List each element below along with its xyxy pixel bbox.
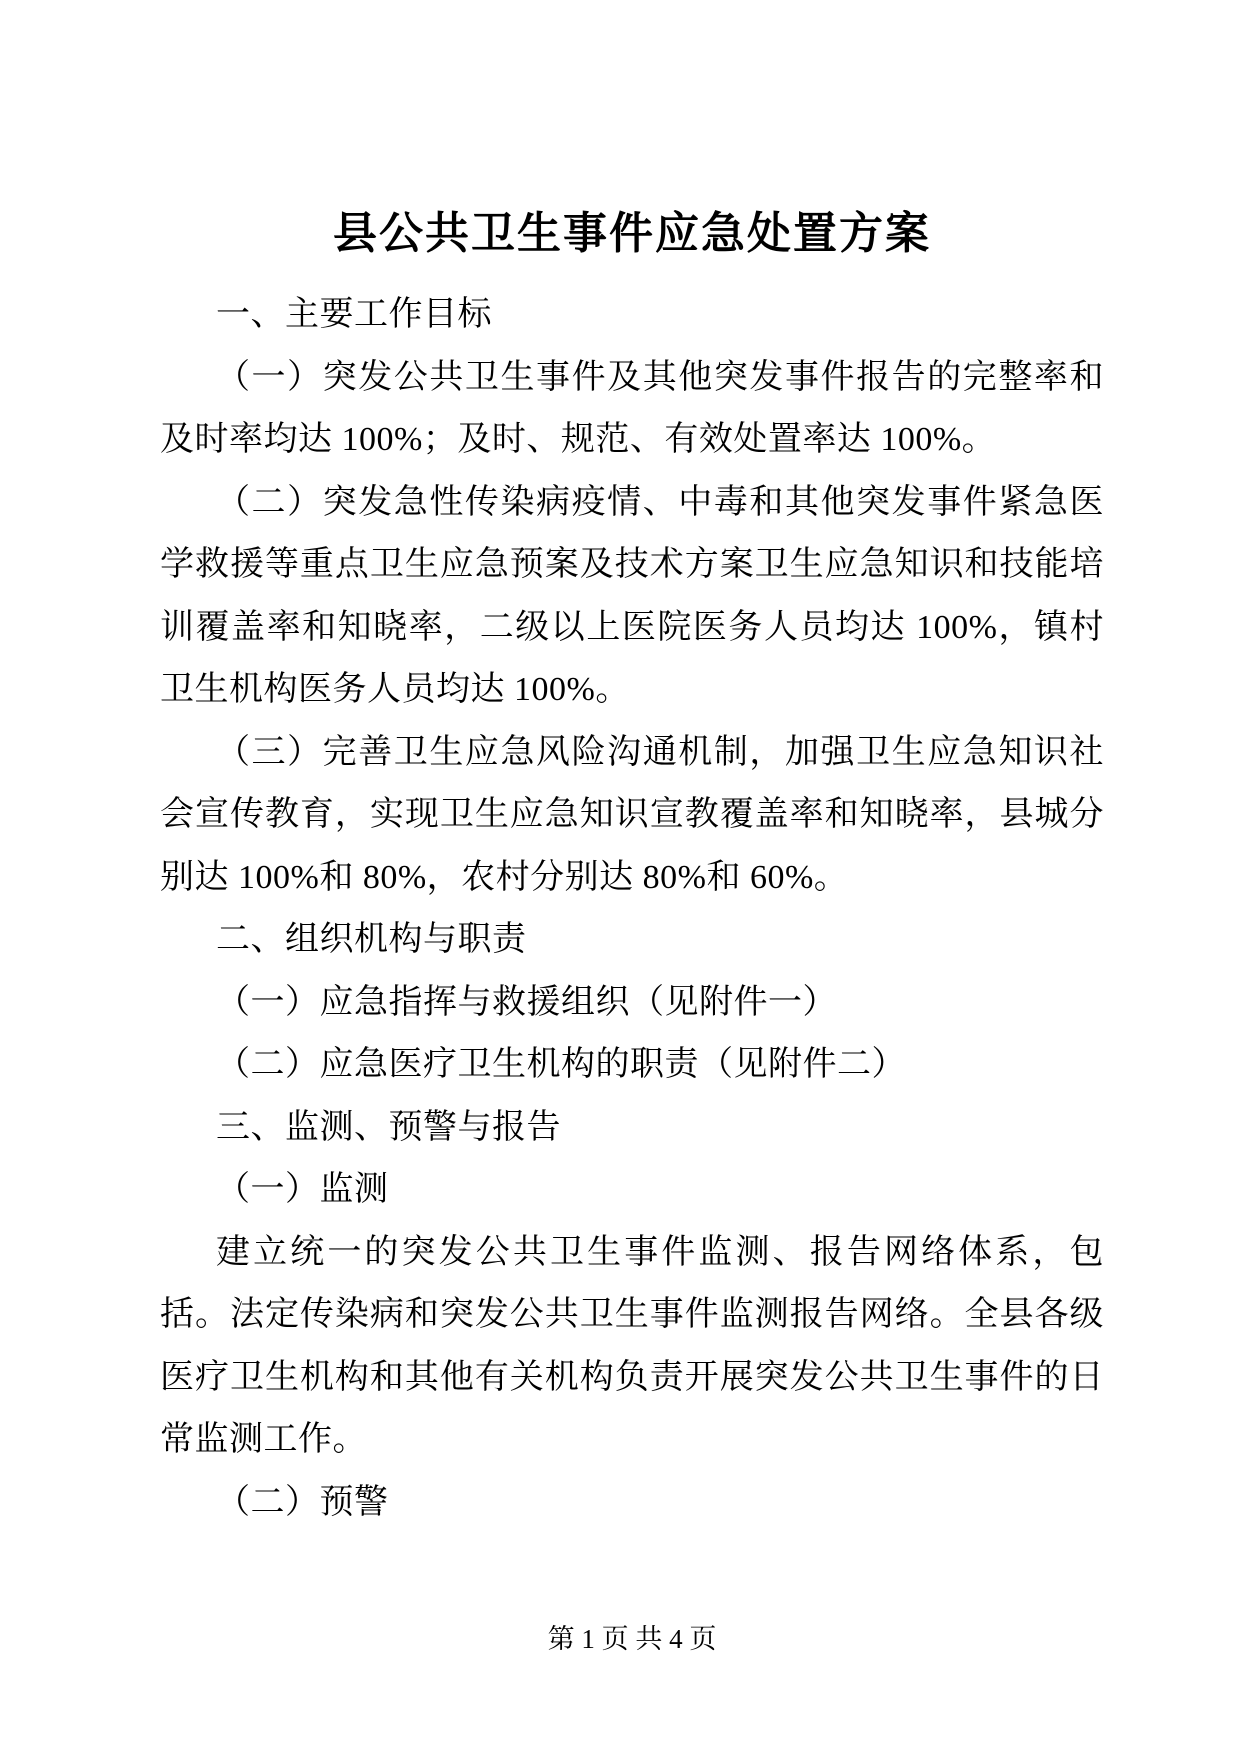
- subheading-monitoring: （一）监测: [216, 1171, 389, 1208]
- paragraph-goal-2: （二）突发急性传染病疫情、中毒和其他突发事件紧急医学救援等重点卫生应急预案及技术方案卫生应急知识和技能培训覆盖率和知晓率，二级以上医院医务人员均达 100%，镇村卫生机构医务人员均达 100%。: [160, 483, 1104, 708]
- heading-section-1: 一、主要工作目标: [216, 296, 492, 333]
- paragraph-org-1: （一）应急指挥与救援组织（见附件一）: [216, 983, 837, 1021]
- heading-section-3: 三、监测、预警与报告: [216, 1108, 561, 1146]
- page-number-footer: 第 1 页 共 4 页: [547, 1624, 717, 1654]
- paragraph-goal-1: （一）突发公共卫生事件及其他突发事件报告的完整率和及时率均达 100%；及时、规范、有效处置率达 100%。: [160, 358, 1104, 458]
- document-body: [160, 0, 1104, 1534]
- page-title: 县公共卫生事件应急处置方案: [333, 209, 931, 258]
- paragraph-org-2: （二）应急医疗卫生机构的职责（见附件二）: [216, 1046, 906, 1083]
- heading-section-2: 二、组织机构与职责: [216, 921, 527, 958]
- paragraph-goal-3: （三）完善卫生应急风险沟通机制，加强卫生应急知识社会宣传教育，实现卫生应急知识宣教覆盖率和知晓率，县城分别达 100%和 80%，农村分别达 80%和 60%。: [160, 733, 1104, 896]
- paragraph-monitoring-body: 建立统一的突发公共卫生事件监测、报告网络体系，包括。法定传染病和突发公共卫生事件监测报告网络。全县各级医疗卫生机构和其他有关机构负责开展突发公共卫生事件的日常监测工作。: [160, 1233, 1104, 1458]
- subheading-warning: （二）预警: [216, 1483, 389, 1521]
